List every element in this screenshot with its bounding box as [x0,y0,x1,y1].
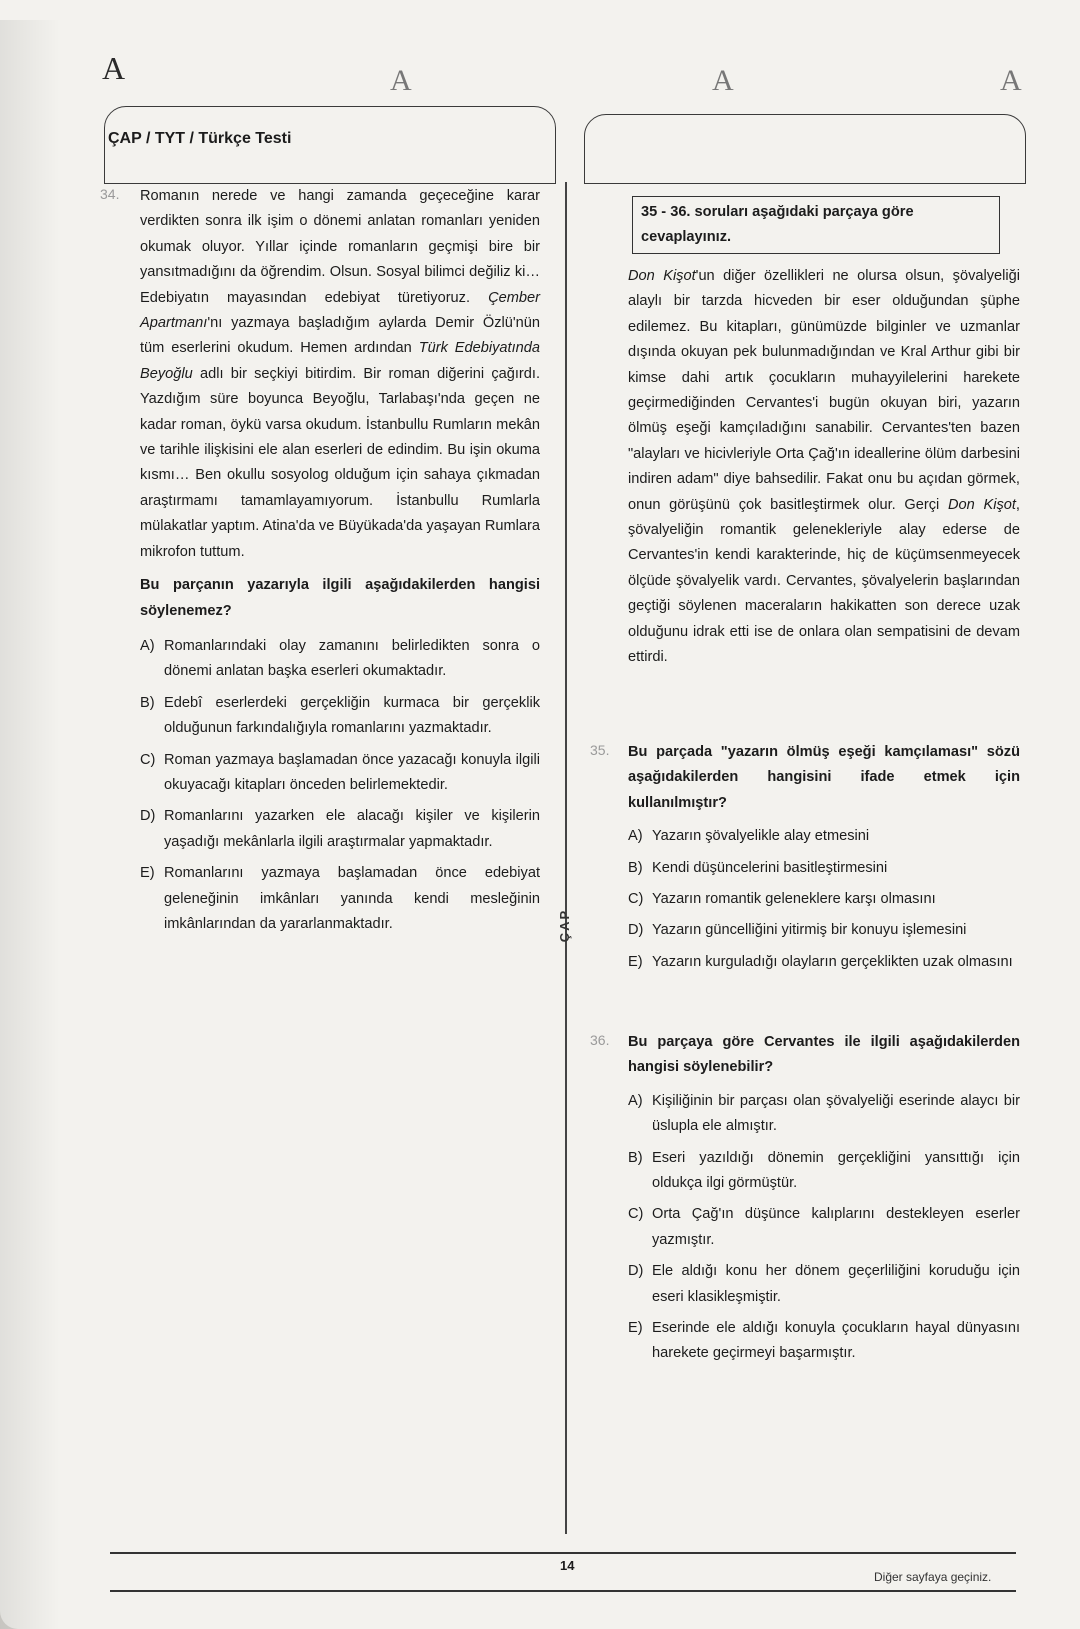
q36-option-d[interactable]: D) Ele aldığı konu her dönem geçerliliğini koruduğu için eseri klasikleşmiştir. [628,1263,1020,1305]
q34-stem: Bu parçanın yazarıyla ilgili aşağıdakilerden hangisi söylenemez? [140,577,540,619]
q36-option-c[interactable]: C) Orta Çağ'ın düşünce kalıplarını destekleyen eserler yazmıştır. [628,1206,1020,1248]
question-number-35: 35. [590,742,610,758]
booklet-letter-1: A [102,50,126,86]
footer-rule-top [110,1552,1016,1554]
column-divider [565,182,567,1534]
passage-35-36 [628,264,1020,671]
header-title: ÇAP / TYT / Türkçe Testi [108,130,292,147]
q36-option-b[interactable]: B) Eseri yazıldığı dönemin gerçekliğini yansıttığı için oldukça ilgi görmüştür. [628,1149,1020,1192]
q36-option-a[interactable]: A) Kişiliğinin bir parçası olan şövalyeliği eserinde alaycı bir üslupla ele almıştır. [628,1092,1020,1135]
question-number-36: 36. [590,1032,610,1048]
q35-option-b[interactable]: B) Kendi düşüncelerini basitleştirmesini [628,859,888,876]
question-35 [628,740,1020,975]
footer-rule-bottom [110,1590,1016,1592]
question-number-34: 34. [100,186,120,202]
q35-option-c[interactable]: C) Yazarın romantik geleneklere karşı olmasını [628,891,936,908]
page-shadow [0,20,60,1629]
q34-option-e[interactable]: E) Romanlarını yazmaya başlamadan önce edebiyat geleneğinin imkânları yanında kendi mesleğinin imkânlarından da yararlanmaktadır. [140,865,540,932]
q35-option-e[interactable]: E) Yazarın kurguladığı olayların gerçeklikten uzak olmasını [628,953,1013,970]
instruction-box: 35 - 36. soruları aşağıdaki parçaya göre cevaplayınız. [632,196,1000,254]
q34-option-c[interactable]: C) Roman yazmaya başlamadan önce yazacağı konuyla ilgili okuyacağı kitapları önceden belirlemektedir. [140,751,540,793]
q35-option-a[interactable]: A) Yazarın şövalyelikle alay etmesini [628,828,870,845]
q34-option-d[interactable]: D) Romanlarını yazarken ele alacağı kişiler ve kişilerin yaşadığı mekânlarla ilgili araştırmalar yapmaktadır. [140,808,540,850]
booklet-letter-2: A [390,64,412,97]
next-page-note: Diğer sayfaya geçiniz. [874,1570,992,1584]
booklet-letter-4: A [1000,64,1022,97]
q36-stem: Bu parçaya göre Cervantes ile ilgili aşağıdakilerden hangisi söylenebilir? [628,1034,1020,1076]
passage2-text: Don Kişot'un diğer özellikleri ne olursa olsun, şövalyeliği alaylı bir tarzda hicveden bir eser olduğundan şüphe edilemez. Bu kitapları, günümüzde bilginler ve uzmanlar dışında okuyan pek bulunmadığından ve Kral Arthur gibi bir kimse dahi artık çocukların muhayyilelerini harekete geçirmediğinden Cervantes'i bugün okuyan biri, yazarın ölmüş eşeği kamçıladığını sanabilir. Cervantes'ten bazen "alayları ve hicivleriyle Orta Çağ'ın ideallerine ölüm darbesini indiren adam" diye bahsedilir. Fakat onu bu açıdan görmek, onun görüşünü çok basitleştirmek olur. Gerçi Don Kişot, şövalyeliğin romantik gelenekleriyle alay ederse de Cervantes'in kendi karakterinde, hiç de küçümsenmeyecek ölçüde şövalyelik vardı. Cervantes, şövalyelerin başlarından geçtiği söylenen maceraların hakikatten son derece uzak olduğunu idrak etti ise de onlara olan sempatisini de devam ettirdi. [628,268,1020,666]
q34-option-b[interactable]: B) Edebî eserlerdeki gerçekliğin kurmaca bir gerçeklik olduğunun farkındalığıyla romanlarını yazmaktadır. [140,694,540,737]
booklet-letter-3: A [712,64,734,97]
q34-passage: Romanın nerede ve hangi zamanda geçeceğine karar verdikten sonra ilk işim o dönemi anlatan romanları yeniden okumak oluyor. Yıllar içinde romanların geçmişi bire bir yansıtmadığını da öğrendim. Olsun. Sosyal bilimci değiliz ki… Edebiyatın mayasından edebiyat türetiyoruz. Çember Apartmanı'nı yazmaya başladığım aylarda Demir Özlü'nün tüm eserlerini okudum. Hemen ardından Türk Edebiyatında Beyoğlu adlı bir seçkiyi bitirdim. Bir roman diğerini çağırdı. Yazdığım süre boyunca Beyoğlu, Tarlabaşı'nda geçen ne kadar roman, öykü varsa okudum. İstanbullu Rumların mekân ve tarihle ilişkisini ele alan eserleri de edindim. Bu işin okuma kısmı… Ben okullu sosyolog olduğum için sahaya çıkmadan araştırmamı tamamlayamıyorum. İstanbullu Rumlarla mülakatlar yaptım. Atina'da ve Büyükada'da yaşayan Rumlara mikrofon tuttum. [140,188,540,560]
question-36 [628,1030,1020,1367]
side-label: ÇAP [557,908,573,943]
q34-option-a[interactable]: A) Romanlarındaki olay zamanını belirledikten sonra o dönemi anlatan başka eserleri okumaktadır. [140,637,540,680]
q36-option-e[interactable]: E) Eserinde ele aldığı konuyla çocukların hayal dünyasını harekete geçirmeyi başarmıştır. [628,1320,1020,1362]
header-box-right [584,114,1026,184]
q35-option-d[interactable]: D) Yazarın güncelliğini yitirmiş bir konuyu işlemesini [628,922,967,939]
page-number: 14 [560,1558,575,1573]
q35-stem: Bu parçada "yazarın ölmüş eşeği kamçılaması" sözü aşağıdakilerden hangisini ifade etmek için kullanılmıştır? [628,744,1020,811]
question-34 [140,184,540,937]
